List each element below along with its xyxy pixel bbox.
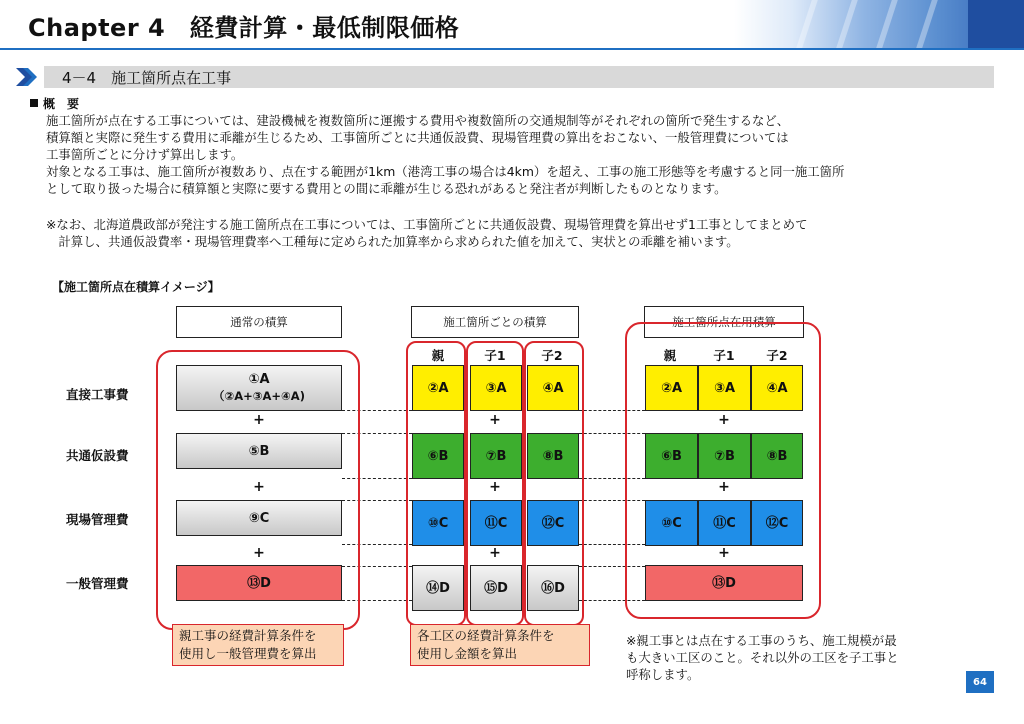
plus-sign: +	[253, 412, 265, 428]
overview-line: 積算額と実際に発生する費用に乖離が生じるため、工事箇所ごとに共通仮設費、現場管理費の算出をおこない、一般管理費については	[46, 130, 789, 145]
note-normal: 親工事の経費計算条件を 使用し一般管理費を算出	[172, 624, 344, 666]
cell-scattered-child2-c: ⑫C	[751, 500, 803, 546]
square-bullet-icon	[30, 99, 38, 107]
row-label-direct-cost: 直接工事費	[66, 387, 129, 402]
section-title: 4－4 施工箇所点在工事	[62, 69, 232, 87]
plus-sign: +	[489, 479, 501, 495]
plus-sign: +	[718, 412, 730, 428]
cell-site-child2-a: ④A	[527, 365, 579, 411]
plus-sign: +	[489, 545, 501, 561]
cell-site-parent-d: ⑭D	[412, 565, 464, 611]
note-line: 計算し、共通仮設費率・現場管理費率へ工種毎に定められた加算率から求められた値を加えて、実状との乖離を補います。	[46, 234, 739, 249]
note-per-site: 各工区の経費計算条件を 使用し金額を算出	[410, 624, 590, 666]
cell-scattered-parent-b: ⑥B	[645, 433, 698, 479]
overview-line: 施工箇所が点在する工事については、建設機械を複数箇所に運搬する費用や複数箇所の交通規制等がそれぞれの箇所で発生するなど、	[46, 113, 790, 128]
cell-scattered-child1-b: ⑦B	[698, 433, 751, 479]
col-label-child2: 子2	[766, 348, 788, 363]
row-label-common-temporary: 共通仮設費	[66, 448, 129, 463]
col-label-child1: 子1	[484, 348, 506, 363]
chevron-right-icon	[14, 66, 40, 88]
cell-scattered-parent-a: ②A	[645, 365, 698, 411]
footnote: ※親工事とは点在する工事のうち、施工規模が最 も大きい工区のこと。それ以外の工区を子工事と 呼称します。	[626, 633, 899, 682]
cell-scattered-parent-c: ⑩C	[645, 500, 698, 546]
cell-normal-c: ⑨C	[176, 500, 342, 536]
plus-sign: +	[253, 479, 265, 495]
overview-line: 工事箇所ごとに分けず算出します。	[46, 147, 244, 162]
note-line: ※なお、北海道農政部が発注する施工箇所点在工事については、工事箇所ごとに共通仮設費、現場管理費を算出せず1工事としてまとめて	[46, 217, 808, 232]
cell-normal-b: ⑤B	[176, 433, 342, 469]
cell-site-child1-c: ⑪C	[470, 500, 522, 546]
cell-scattered-child1-c: ⑪C	[698, 500, 751, 546]
chapter-title: Chapter 4 経費計算・最低制限価格	[28, 14, 460, 42]
plus-sign: +	[718, 479, 730, 495]
cell-site-child1-a: ③A	[470, 365, 522, 411]
cell-scattered-child2-a: ④A	[751, 365, 803, 411]
cell-scattered-child2-b: ⑧B	[751, 433, 803, 479]
header-decoration	[734, 0, 1024, 48]
header-normal-estimate: 通常の積算	[176, 306, 342, 338]
col-label-parent: 親	[663, 348, 677, 363]
cell-site-child2-c: ⑫C	[527, 500, 579, 546]
plus-sign: +	[489, 412, 501, 428]
row-label-general-management: 一般管理費	[66, 576, 129, 591]
page-number: 64	[966, 671, 994, 693]
plus-sign: +	[253, 545, 265, 561]
cell-site-child2-b: ⑧B	[527, 433, 579, 479]
cell-scattered-child1-a: ③A	[698, 365, 751, 411]
row-label-site-management: 現場管理費	[66, 512, 129, 527]
overview-line: として取り扱った場合に積算額と実際に要する費用との間に乖離が生じる恐れがあると発注者が判断したものとなります。	[46, 181, 727, 196]
col-label-parent: 親	[431, 348, 445, 363]
page-header	[0, 0, 1024, 50]
header-per-site-estimate: 施工箇所ごとの積算	[411, 306, 579, 338]
cell-site-parent-b: ⑥B	[412, 433, 464, 479]
plus-sign: +	[718, 545, 730, 561]
header-divider	[0, 48, 1024, 50]
header-scattered-estimate: 施工箇所点在用積算	[644, 306, 804, 338]
cell-site-parent-a: ②A	[412, 365, 464, 411]
cell-site-child2-d: ⑯D	[527, 565, 579, 611]
overview-line: 対象となる工事は、施工箇所が複数あり、点在する範囲が1km（港湾工事の場合は4km）を超え、工事の施工形態等を考慮すると同一施工箇所	[46, 164, 845, 179]
cell-site-parent-c: ⑩C	[412, 500, 464, 546]
cell-site-child1-b: ⑦B	[470, 433, 522, 479]
diagram-title: 【施工箇所点在積算イメージ】	[52, 280, 220, 294]
cell-normal-d: ⑬D	[176, 565, 342, 601]
col-label-child2: 子2	[541, 348, 563, 363]
cell-normal-a: ①A （②A+③A+④A)	[176, 365, 342, 411]
cell-scattered-d: ⑬D	[645, 565, 803, 601]
col-label-child1: 子1	[713, 348, 735, 363]
cell-site-child1-d: ⑮D	[470, 565, 522, 611]
overview-heading: 概 要	[30, 95, 79, 112]
